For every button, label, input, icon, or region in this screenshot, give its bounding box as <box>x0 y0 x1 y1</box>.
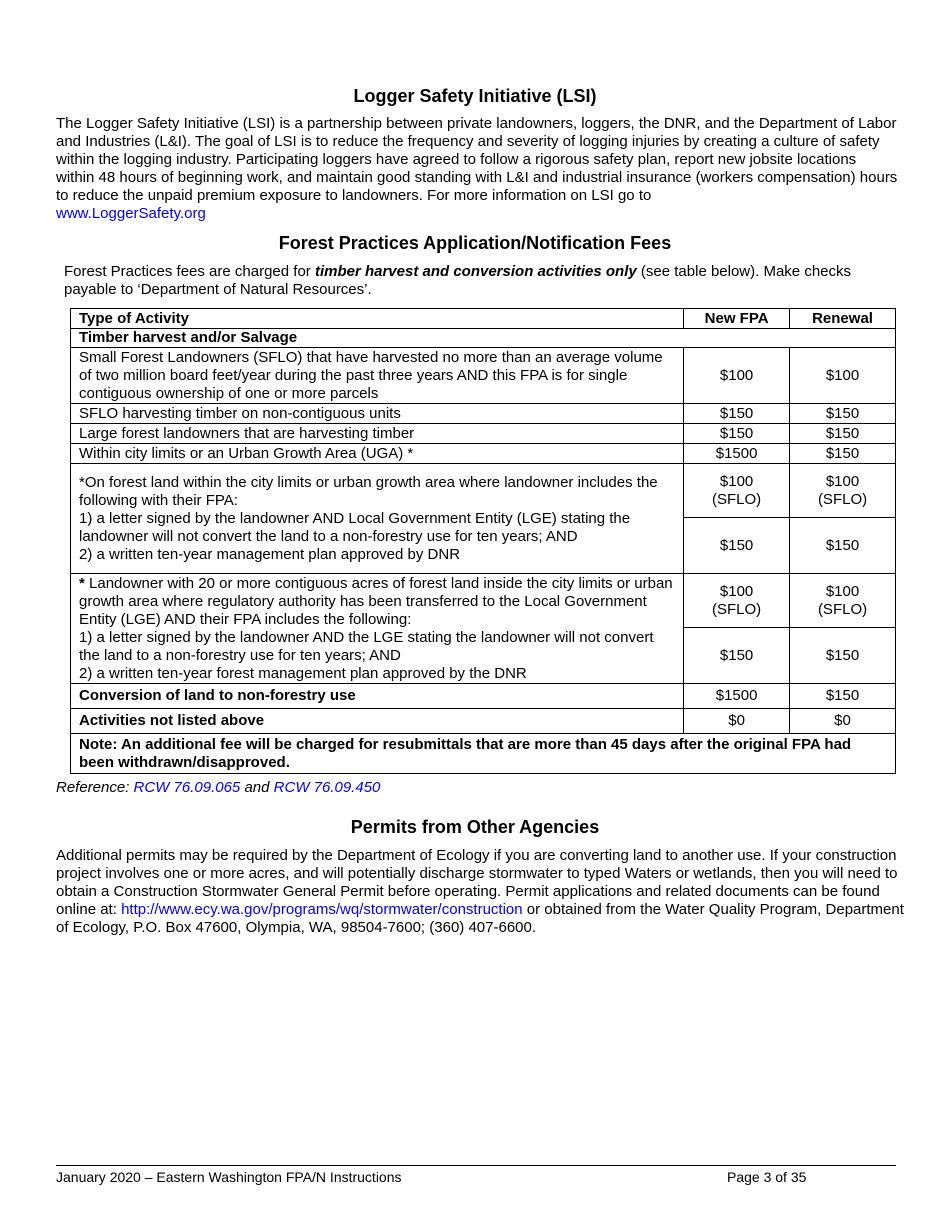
permits-body-before: Additional permits may be required by the Department of Ecology if you are converting land to another use. If your construction project involves one or more acres, and will potentially discharge stormwater to typed Waters or wetlands, then you will need to obtain a Construction Stormwater General Permit before operating. Permit applications and related documents can be found online at: <box>56 847 898 918</box>
new-fpa-cell: $1500 <box>684 444 790 464</box>
fees-table <box>70 308 896 774</box>
uga-note-line-2: 1) a letter signed by the landowner AND Local Government Entity (LGE) stating the landowner will not convert the land to a non-forestry use for ten years; AND <box>79 509 631 545</box>
renewal-cell: $150 <box>790 628 896 684</box>
fees-heading: Forest Practices Application/Notification Fees <box>278 233 672 253</box>
permits-paragraph <box>56 847 906 937</box>
renewal-cell: $150 <box>790 684 896 709</box>
fees-intro-after: (see table below). Make checks payable to ‘Department of Natural Resources’. <box>64 263 852 298</box>
activity-cell: Activities not listed above <box>71 709 684 734</box>
table-note-row <box>71 734 896 774</box>
resubmittal-note: Note: An additional fee will be charged for resubmittals that are more than 45 days after the original FPA had been withdrawn/disapproved. <box>71 734 896 774</box>
table-row <box>71 464 896 518</box>
ecology-stormwater-link[interactable]: http://www.ecy.wa.gov/programs/wq/stormwater/construction <box>121 901 523 918</box>
new-fpa-cell: $100 <box>684 348 790 404</box>
renewal-cell: $150 <box>790 518 896 574</box>
lge-note-line-2: 1) a letter signed by the landowner AND the LGE stating the landowner will not convert the land to a non-forestry use for ten years; AND <box>79 628 654 664</box>
activity-cell: Within city limits or an Urban Growth Area (UGA) * <box>71 444 684 464</box>
fee-amount: $100 <box>825 582 860 600</box>
fee-qualifier: (SFLO) <box>817 490 868 508</box>
renewal-cell: $150 <box>790 424 896 444</box>
renewal-cell: $0 <box>790 709 896 734</box>
table-section-row <box>71 329 896 348</box>
renewal-cell: $100 <box>790 348 896 404</box>
new-fpa-cell: $150 <box>684 628 790 684</box>
uga-note-line-1: *On forest land within the city limits or urban growth area where landowner includes the following with their FPA: <box>79 473 658 509</box>
header-type-of-activity: Type of Activity <box>71 309 684 329</box>
table-header-row <box>71 309 896 329</box>
uga-note-cell <box>71 464 684 574</box>
activity-cell: SFLO harvesting timber on non-contiguous units <box>71 404 684 424</box>
lsi-paragraph <box>56 115 898 223</box>
new-fpa-cell: $0 <box>684 709 790 734</box>
new-fpa-cell: $150 <box>684 424 790 444</box>
table-row <box>71 574 896 628</box>
activity-cell: Small Forest Landowners (SFLO) that have harvested no more than an average volume of two million board feet/year during the past three years AND this FPA is for single contiguous ownership of one or more parcels <box>71 348 684 404</box>
new-fpa-cell: $1500 <box>684 684 790 709</box>
lsi-heading: Logger Safety Initiative (LSI) <box>353 86 597 106</box>
reference-label: Reference: <box>56 779 130 796</box>
fees-intro <box>64 263 894 299</box>
asterisk-marker: * <box>79 574 85 592</box>
table-row <box>71 404 896 424</box>
fee-amount: $100 <box>825 472 860 490</box>
rcw-450-link[interactable]: RCW 76.09.450 <box>273 779 381 796</box>
rcw-065-link[interactable]: RCW 76.09.065 <box>133 779 241 796</box>
table-row <box>71 444 896 464</box>
activity-cell: Large forest landowners that are harvesting timber <box>71 424 684 444</box>
logger-safety-link[interactable]: www.LoggerSafety.org <box>56 205 206 222</box>
new-fpa-cell: $150 <box>684 404 790 424</box>
new-fpa-cell <box>684 574 790 628</box>
fees-intro-emphasis: timber harvest and conversion activities only <box>314 263 637 280</box>
table-row <box>71 709 896 734</box>
lge-note-cell <box>71 574 684 684</box>
reference-line <box>56 779 380 796</box>
lsi-body-text: The Logger Safety Initiative (LSI) is a partnership between private landowners, loggers, the DNR, and the Department of Labor and Industries (L&I). The goal of LSI is to reduce the frequency and severity of logging injuries by creating a culture of safety within the logging industry. Participating loggers have agreed to follow a rigorous safety plan, report new jobsite locations within 48 hours of beginning work, and maintain good standing with L&I and industrial insurance (workers compensation) hours to reduce the unpaid premium exposure to landowners. For more information on LSI go to <box>56 115 898 204</box>
renewal-cell: $150 <box>790 444 896 464</box>
renewal-cell <box>790 574 896 628</box>
fee-qualifier: (SFLO) <box>712 600 762 618</box>
section-timber-harvest: Timber harvest and/or Salvage <box>71 329 896 348</box>
table-row <box>71 424 896 444</box>
reference-and: and <box>244 779 270 796</box>
uga-note-line-3: 2) a written ten-year management plan approved by DNR <box>79 545 461 563</box>
footer-document-title: January 2020 – Eastern Washington FPA/N Instructions <box>56 1169 402 1185</box>
activity-cell: Conversion of land to non-forestry use <box>71 684 684 709</box>
new-fpa-cell: $150 <box>684 518 790 574</box>
fee-qualifier: (SFLO) <box>817 600 868 618</box>
fee-amount: $100 <box>719 472 754 490</box>
table-row <box>71 684 896 709</box>
fee-qualifier: (SFLO) <box>712 490 762 508</box>
header-renewal: Renewal <box>790 309 896 329</box>
table-row <box>71 348 896 404</box>
header-new-fpa: New FPA <box>684 309 790 329</box>
permits-body-after: or obtained from the Water Quality Program, Department of Ecology, P.O. Box 47600, Olympia, WA, 98504-7600; (360) 407-6600. <box>56 901 904 936</box>
lge-note-line-3: 2) a written ten-year forest management plan approved by the DNR <box>79 664 527 682</box>
fee-amount: $100 <box>719 582 754 600</box>
permits-heading: Permits from Other Agencies <box>350 817 600 837</box>
new-fpa-cell <box>684 464 790 518</box>
fees-intro-before: Forest Practices fees are charged for <box>64 263 311 280</box>
footer-page-number: Page 3 of 35 <box>727 1169 807 1185</box>
renewal-cell: $150 <box>790 404 896 424</box>
lge-note-line-1: Landowner with 20 or more contiguous acres of forest land inside the city limits or urban growth area where regulatory authority has been transferred to the Local Government Entity (LGE) AND their FPA includes the following: <box>79 574 673 628</box>
footer-divider <box>56 1165 896 1166</box>
renewal-cell <box>790 464 896 518</box>
